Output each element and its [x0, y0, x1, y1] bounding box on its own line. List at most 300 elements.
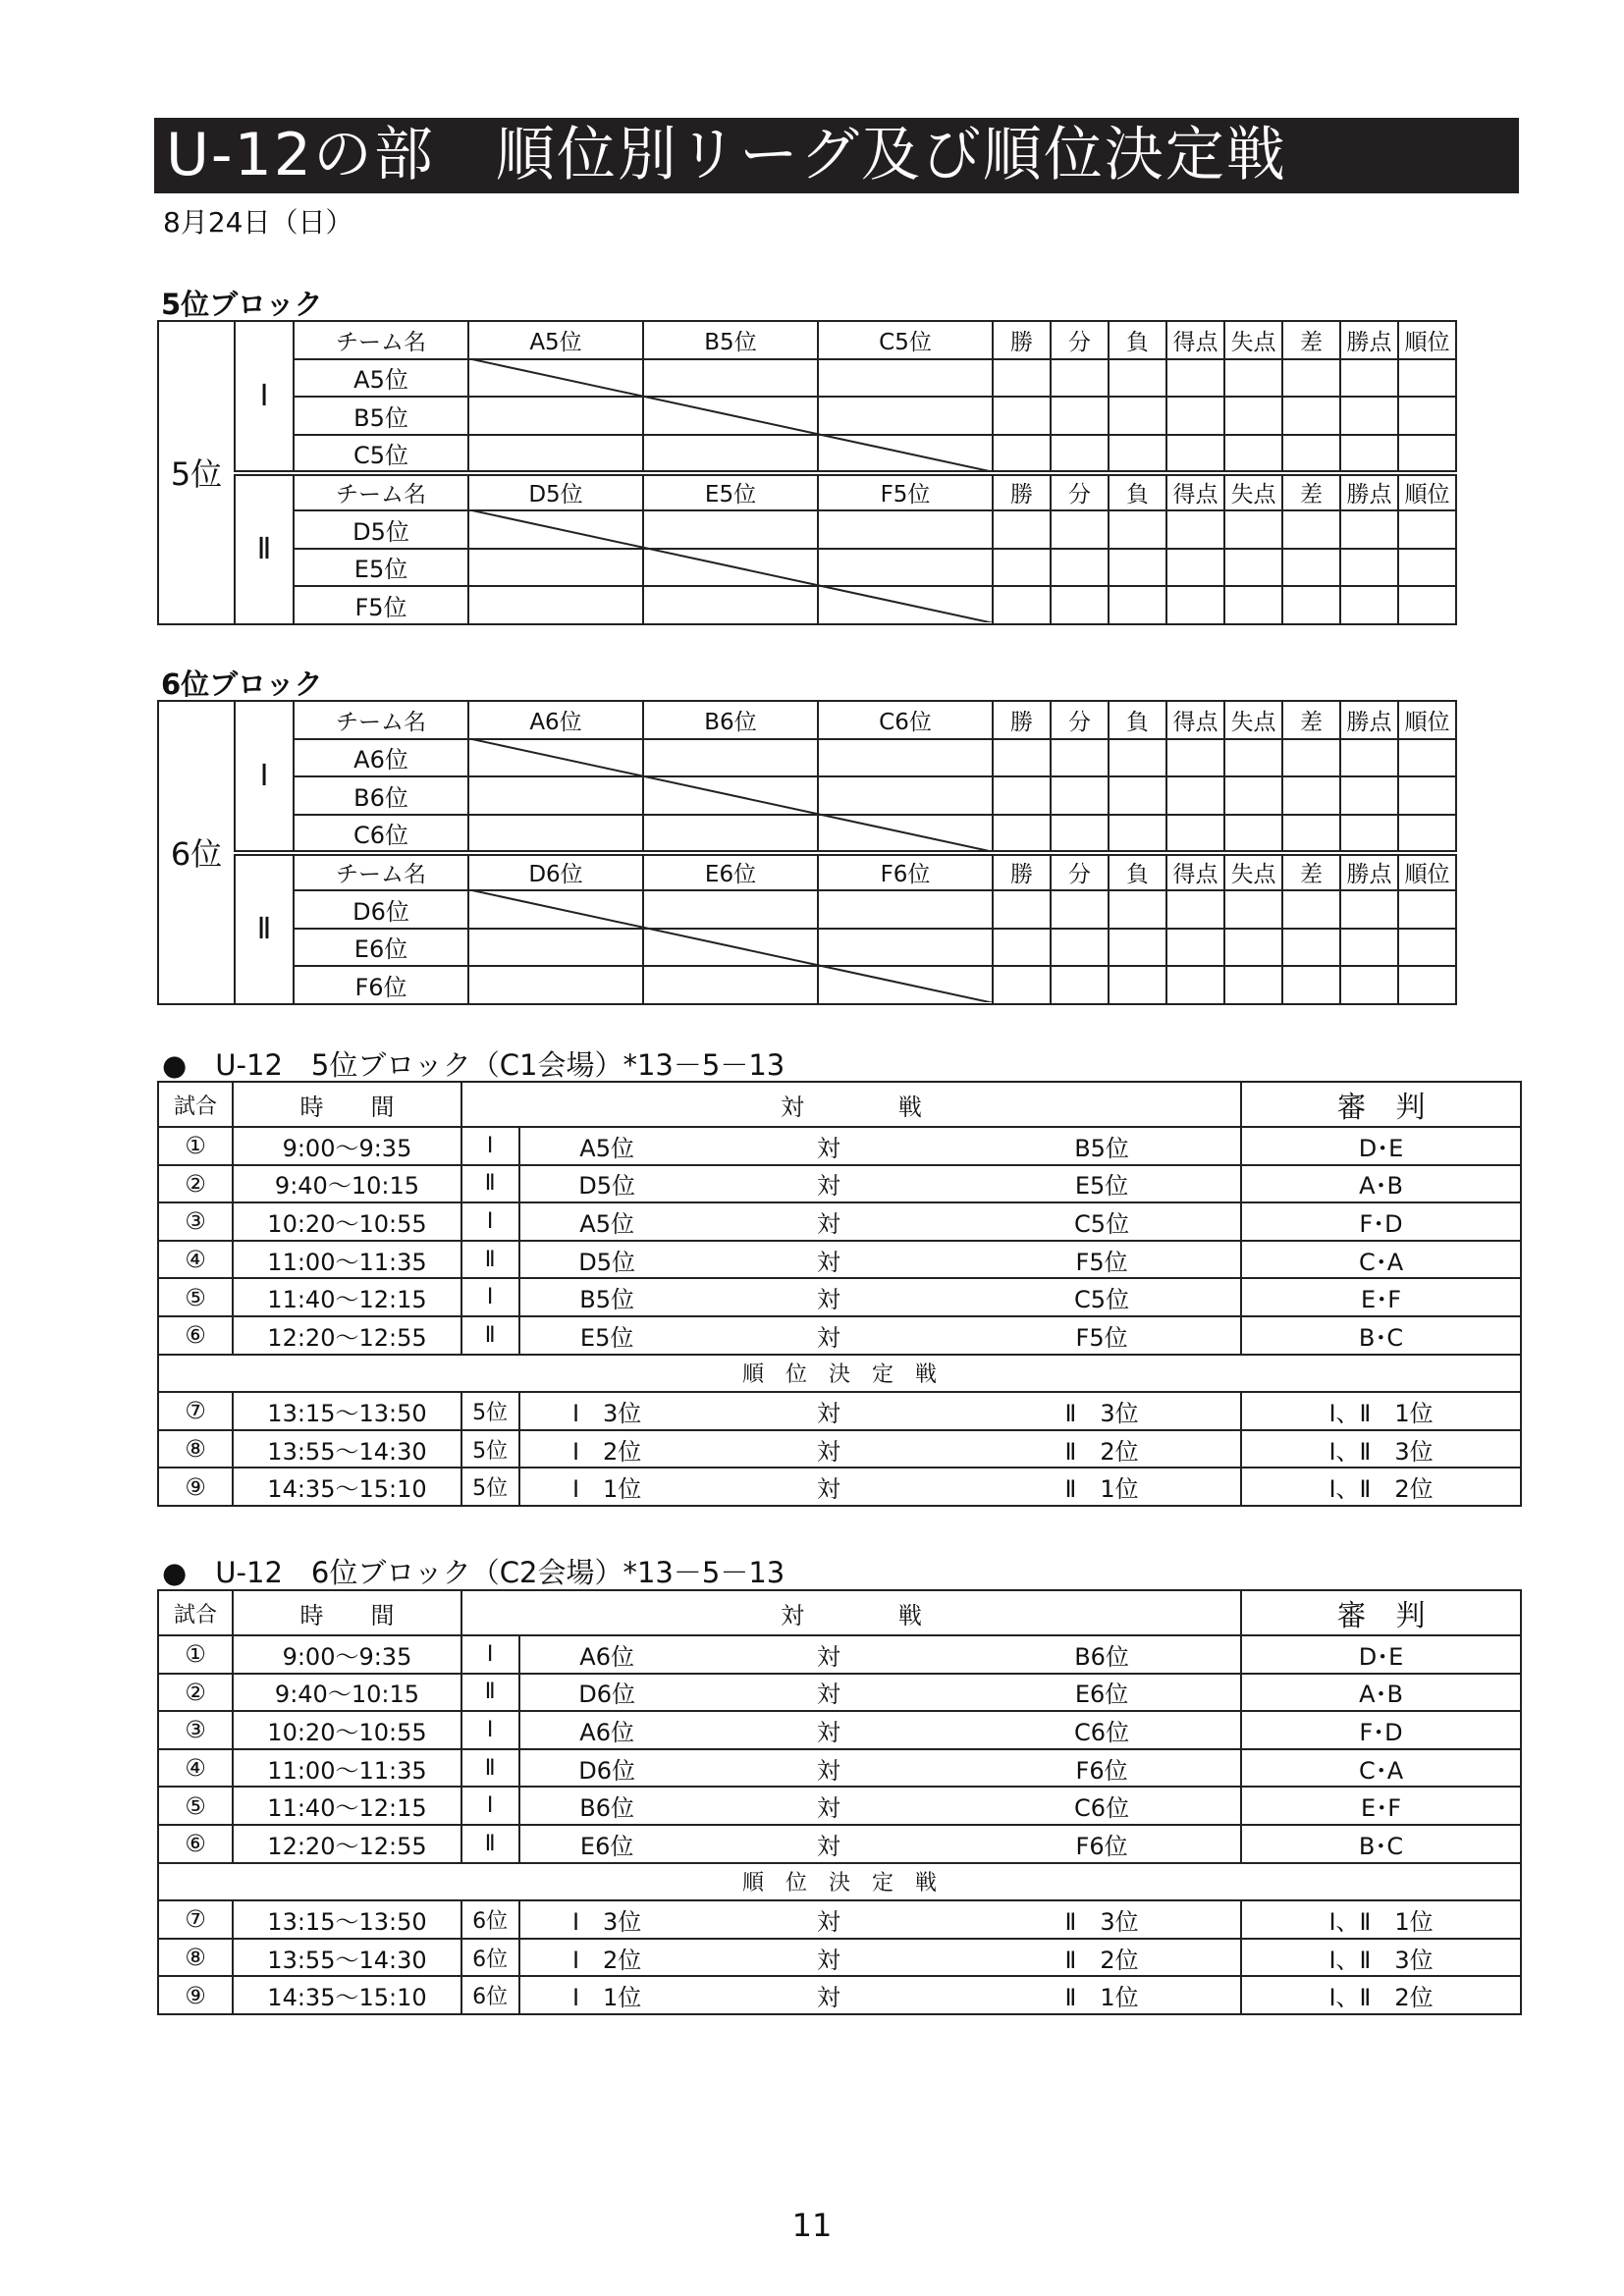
referee-cell: Ⅰ、Ⅱ 1位: [1241, 1392, 1521, 1430]
home-team: Ⅰ 2位: [519, 1430, 694, 1468]
result-cell: [1166, 890, 1224, 929]
match-number: ②: [158, 1165, 233, 1203]
result-cell: [1224, 966, 1282, 1004]
versus-mark: 対: [694, 1316, 963, 1355]
result-cell: [1109, 586, 1166, 624]
match-group: Ⅱ: [461, 1241, 519, 1279]
away-team: Ⅱ 1位: [963, 1976, 1241, 2014]
result-cell: [1224, 397, 1282, 435]
result-cell: [643, 510, 818, 549]
result-cell: [1398, 435, 1456, 473]
result-cell: [1051, 890, 1109, 929]
result-cell: [1224, 510, 1282, 549]
standings-grid: [157, 320, 1457, 625]
result-cell: [468, 739, 643, 777]
standings-row: [158, 739, 1456, 777]
result-cell: [1109, 776, 1166, 815]
result-cell: [1166, 586, 1224, 624]
playoff-label-row: [158, 1863, 1521, 1901]
match-time: 11:00〜11:35: [233, 1749, 461, 1788]
match-time: 9:00〜9:35: [233, 1127, 461, 1165]
match-time: 13:15〜13:50: [233, 1392, 461, 1430]
column-header: 分: [1051, 473, 1109, 511]
column-header: 順位: [1398, 701, 1456, 739]
column-header: 勝: [993, 701, 1051, 739]
referee-cell: E･F: [1241, 1278, 1521, 1316]
result-cell: [1166, 359, 1224, 398]
team-name-header: チーム名: [294, 701, 468, 739]
referee-cell: C･A: [1241, 1241, 1521, 1279]
versus-mark: 対: [694, 1976, 963, 2014]
result-cell: [1282, 586, 1340, 624]
result-cell: [1051, 586, 1109, 624]
home-team: Ⅰ 1位: [519, 1976, 694, 2014]
schedule-header-row: [158, 1082, 1521, 1127]
column-header: 得点: [1166, 473, 1224, 511]
result-cell: [1109, 435, 1166, 473]
result-cell: [1282, 929, 1340, 967]
match-group: Ⅰ: [461, 1278, 519, 1316]
result-cell: [1398, 510, 1456, 549]
result-cell: [1398, 549, 1456, 587]
result-cell: [643, 397, 818, 435]
match-time: 12:20〜12:55: [233, 1825, 461, 1863]
match-number: ⑤: [158, 1787, 233, 1825]
match-row: [158, 1127, 1521, 1165]
match-number: ①: [158, 1127, 233, 1165]
home-team: A5位: [519, 1202, 694, 1241]
rank-label: 5位: [158, 321, 235, 624]
result-cell: [1398, 890, 1456, 929]
match-group: 5位: [461, 1392, 519, 1430]
match-number: ③: [158, 1711, 233, 1749]
result-cell: [1051, 776, 1109, 815]
match-number: ⑥: [158, 1825, 233, 1863]
column-header: 得点: [1166, 853, 1224, 891]
match-row: [158, 1278, 1521, 1316]
away-team: F5位: [963, 1316, 1241, 1355]
away-team: Ⅱ 3位: [963, 1900, 1241, 1939]
result-cell: [643, 929, 818, 967]
result-cell: [468, 966, 643, 1004]
result-cell: [1282, 510, 1340, 549]
match-number: ④: [158, 1749, 233, 1788]
match-number: ①: [158, 1635, 233, 1674]
result-cell: [993, 510, 1051, 549]
match-no-header: 試合: [158, 1590, 233, 1635]
group-numeral: Ⅱ: [235, 853, 294, 1004]
referee-cell: D･E: [1241, 1635, 1521, 1674]
home-team: Ⅰ 3位: [519, 1900, 694, 1939]
home-team: D6位: [519, 1749, 694, 1788]
column-header: E5位: [643, 473, 818, 511]
match-group: Ⅱ: [461, 1749, 519, 1788]
versus-mark: 対: [694, 1278, 963, 1316]
result-cell: [1109, 929, 1166, 967]
column-header: 差: [1282, 853, 1340, 891]
match-group: 5位: [461, 1430, 519, 1468]
match-row: [158, 1939, 1521, 1977]
column-header: 勝点: [1340, 701, 1398, 739]
home-team: Ⅰ 1位: [519, 1468, 694, 1506]
column-header: C6位: [818, 701, 993, 739]
team-name-header: チーム名: [294, 473, 468, 511]
match-row: [158, 1787, 1521, 1825]
schedule-grid: [157, 1081, 1522, 1507]
column-header: 失点: [1224, 473, 1282, 511]
referee-cell: F･D: [1241, 1711, 1521, 1749]
versus-mark: 対: [694, 1165, 963, 1203]
away-team: B6位: [963, 1635, 1241, 1674]
playoff-label: 順 位 決 定 戦: [158, 1863, 1521, 1901]
home-team: B6位: [519, 1787, 694, 1825]
result-cell: [1398, 776, 1456, 815]
result-cell: [818, 549, 993, 587]
schedule-header-row: [158, 1590, 1521, 1635]
away-team: C6位: [963, 1711, 1241, 1749]
block-heading-5th: 5位ブロック: [161, 288, 323, 321]
result-cell: [993, 739, 1051, 777]
result-cell: [993, 586, 1051, 624]
column-header: 失点: [1224, 853, 1282, 891]
match-time: 9:40〜10:15: [233, 1674, 461, 1712]
result-cell: [1282, 966, 1340, 1004]
match-time: 10:20〜10:55: [233, 1711, 461, 1749]
referee-cell: C･A: [1241, 1749, 1521, 1788]
column-header: 負: [1109, 321, 1166, 359]
result-cell: [1282, 890, 1340, 929]
result-cell: [1340, 510, 1398, 549]
result-cell: [1224, 815, 1282, 853]
result-cell: [1340, 890, 1398, 929]
home-team: A5位: [519, 1127, 694, 1165]
column-header: 勝点: [1340, 473, 1398, 511]
column-header: 順位: [1398, 473, 1456, 511]
result-cell: [1166, 510, 1224, 549]
result-cell: [993, 359, 1051, 398]
match-row: [158, 1165, 1521, 1203]
team-name-cell: E6位: [294, 929, 468, 967]
column-header: 差: [1282, 701, 1340, 739]
result-cell: [468, 776, 643, 815]
result-cell: [1224, 929, 1282, 967]
result-cell: [1340, 776, 1398, 815]
result-cell: [1051, 435, 1109, 473]
standings-row: [158, 435, 1456, 473]
result-cell: [1051, 966, 1109, 1004]
standings-row: [158, 929, 1456, 967]
versus-mark: 対: [694, 1674, 963, 1712]
referee-cell: Ⅰ、Ⅱ 2位: [1241, 1976, 1521, 2014]
match-number: ②: [158, 1674, 233, 1712]
home-team: E5位: [519, 1316, 694, 1355]
result-cell: [468, 359, 643, 398]
result-cell: [818, 776, 993, 815]
referee-cell: Ⅰ、Ⅱ 2位: [1241, 1468, 1521, 1506]
match-row: [158, 1316, 1521, 1355]
result-cell: [1340, 815, 1398, 853]
referee-cell: A･B: [1241, 1674, 1521, 1712]
column-header: 順位: [1398, 853, 1456, 891]
standings-header-row: [158, 473, 1456, 511]
match-time: 11:40〜12:15: [233, 1278, 461, 1316]
column-header: A5位: [468, 321, 643, 359]
result-cell: [1051, 929, 1109, 967]
result-cell: [1224, 890, 1282, 929]
result-cell: [468, 586, 643, 624]
standings-header-row: [158, 321, 1456, 359]
match-number: ⑦: [158, 1900, 233, 1939]
result-cell: [1166, 435, 1224, 473]
result-cell: [468, 815, 643, 853]
team-name-cell: F6位: [294, 966, 468, 1004]
match-row: [158, 1825, 1521, 1863]
versus-mark: 対: [694, 1787, 963, 1825]
standings-header-row: [158, 701, 1456, 739]
schedule-heading-5th: ● U-12 5位ブロック（C1会場）*13－5－13: [162, 1048, 785, 1082]
result-cell: [1051, 397, 1109, 435]
column-header: 負: [1109, 473, 1166, 511]
result-cell: [643, 815, 818, 853]
result-cell: [1282, 397, 1340, 435]
group-numeral: Ⅰ: [235, 701, 294, 853]
match-group: Ⅰ: [461, 1202, 519, 1241]
team-name-header: チーム名: [294, 853, 468, 891]
result-cell: [818, 890, 993, 929]
result-cell: [1398, 966, 1456, 1004]
column-header: F6位: [818, 853, 993, 891]
result-cell: [1109, 510, 1166, 549]
result-cell: [1340, 929, 1398, 967]
match-row: [158, 1635, 1521, 1674]
group-numeral: Ⅱ: [235, 473, 294, 624]
referee-header: 審 判: [1241, 1082, 1521, 1127]
away-team: Ⅱ 3位: [963, 1392, 1241, 1430]
result-cell: [1282, 549, 1340, 587]
match-number: ⑦: [158, 1392, 233, 1430]
home-team: D5位: [519, 1165, 694, 1203]
result-cell: [1224, 435, 1282, 473]
result-cell: [1398, 586, 1456, 624]
result-cell: [818, 510, 993, 549]
result-cell: [1109, 890, 1166, 929]
result-cell: [993, 966, 1051, 1004]
match-number: ④: [158, 1241, 233, 1279]
match-group: Ⅱ: [461, 1825, 519, 1863]
team-name-cell: F5位: [294, 586, 468, 624]
match-row: [158, 1674, 1521, 1712]
referee-cell: D･E: [1241, 1127, 1521, 1165]
match-row: [158, 1430, 1521, 1468]
away-team: C5位: [963, 1202, 1241, 1241]
standings-header-row: [158, 853, 1456, 891]
schedule-grid: [157, 1589, 1522, 2015]
team-name-cell: C6位: [294, 815, 468, 853]
match-group: Ⅱ: [461, 1674, 519, 1712]
referee-cell: Ⅰ、Ⅱ 3位: [1241, 1939, 1521, 1977]
column-header: 勝: [993, 321, 1051, 359]
versus-mark: 対: [694, 1900, 963, 1939]
referee-cell: E･F: [1241, 1787, 1521, 1825]
result-cell: [1340, 739, 1398, 777]
result-cell: [643, 966, 818, 1004]
time-header: 時 間: [233, 1082, 461, 1127]
result-cell: [993, 397, 1051, 435]
result-cell: [643, 435, 818, 473]
event-date: 8月24日（日）: [163, 206, 353, 239]
result-cell: [1398, 815, 1456, 853]
home-team: A6位: [519, 1635, 694, 1674]
result-cell: [1109, 739, 1166, 777]
match-time: 11:40〜12:15: [233, 1787, 461, 1825]
result-cell: [818, 815, 993, 853]
away-team: C5位: [963, 1278, 1241, 1316]
standings-row: [158, 966, 1456, 1004]
referee-cell: Ⅰ、Ⅱ 3位: [1241, 1430, 1521, 1468]
result-cell: [643, 359, 818, 398]
away-team: F5位: [963, 1241, 1241, 1279]
match-time: 13:15〜13:50: [233, 1900, 461, 1939]
away-team: E5位: [963, 1165, 1241, 1203]
versus-header: 対 戦: [461, 1590, 1241, 1635]
match-row: [158, 1392, 1521, 1430]
match-group: Ⅰ: [461, 1635, 519, 1674]
match-no-header: 試合: [158, 1082, 233, 1127]
versus-mark: 対: [694, 1635, 963, 1674]
versus-mark: 対: [694, 1430, 963, 1468]
result-cell: [468, 397, 643, 435]
result-cell: [1340, 586, 1398, 624]
column-header: C5位: [818, 321, 993, 359]
result-cell: [1109, 549, 1166, 587]
result-cell: [818, 966, 993, 1004]
match-group: 6位: [461, 1900, 519, 1939]
team-name-cell: B6位: [294, 776, 468, 815]
result-cell: [993, 815, 1051, 853]
match-number: ⑨: [158, 1468, 233, 1506]
playoff-label: 順 位 決 定 戦: [158, 1355, 1521, 1393]
result-cell: [1282, 815, 1340, 853]
result-cell: [643, 549, 818, 587]
referee-cell: Ⅰ、Ⅱ 1位: [1241, 1900, 1521, 1939]
team-name-cell: B5位: [294, 397, 468, 435]
team-name-header: チーム名: [294, 321, 468, 359]
match-row: [158, 1711, 1521, 1749]
column-header: 差: [1282, 473, 1340, 511]
column-header: 分: [1051, 701, 1109, 739]
referee-header: 審 判: [1241, 1590, 1521, 1635]
column-header: 得点: [1166, 701, 1224, 739]
column-header: 負: [1109, 853, 1166, 891]
away-team: F6位: [963, 1825, 1241, 1863]
time-header: 時 間: [233, 1590, 461, 1635]
result-cell: [1398, 397, 1456, 435]
result-cell: [818, 397, 993, 435]
standings-row: [158, 586, 1456, 624]
result-cell: [1340, 359, 1398, 398]
result-cell: [1109, 397, 1166, 435]
standings-grid: [157, 700, 1457, 1005]
result-cell: [818, 359, 993, 398]
result-cell: [1051, 815, 1109, 853]
page-number: 11: [791, 2207, 833, 2244]
result-cell: [1340, 397, 1398, 435]
result-cell: [1166, 966, 1224, 1004]
team-name-cell: E5位: [294, 549, 468, 587]
result-cell: [1340, 966, 1398, 1004]
match-group: 6位: [461, 1939, 519, 1977]
away-team: Ⅱ 2位: [963, 1939, 1241, 1977]
away-team: F6位: [963, 1749, 1241, 1788]
result-cell: [468, 435, 643, 473]
home-team: D6位: [519, 1674, 694, 1712]
versus-header: 対 戦: [461, 1082, 1241, 1127]
playoff-label-row: [158, 1355, 1521, 1393]
result-cell: [1224, 776, 1282, 815]
match-time: 12:20〜12:55: [233, 1316, 461, 1355]
standings-row: [158, 510, 1456, 549]
result-cell: [1224, 359, 1282, 398]
result-cell: [1051, 739, 1109, 777]
match-group: 6位: [461, 1976, 519, 2014]
match-time: 9:00〜9:35: [233, 1635, 461, 1674]
match-group: Ⅰ: [461, 1711, 519, 1749]
result-cell: [643, 739, 818, 777]
result-cell: [643, 776, 818, 815]
column-header: 得点: [1166, 321, 1224, 359]
result-cell: [1282, 435, 1340, 473]
versus-mark: 対: [694, 1825, 963, 1863]
result-cell: [1166, 739, 1224, 777]
versus-mark: 対: [694, 1749, 963, 1788]
column-header: 分: [1051, 853, 1109, 891]
match-row: [158, 1976, 1521, 2014]
match-group: Ⅱ: [461, 1316, 519, 1355]
match-number: ⑧: [158, 1939, 233, 1977]
result-cell: [993, 435, 1051, 473]
referee-cell: F･D: [1241, 1202, 1521, 1241]
away-team: B5位: [963, 1127, 1241, 1165]
match-number: ⑨: [158, 1976, 233, 2014]
result-cell: [1109, 359, 1166, 398]
result-cell: [1282, 776, 1340, 815]
match-number: ⑤: [158, 1278, 233, 1316]
result-cell: [993, 890, 1051, 929]
home-team: D5位: [519, 1241, 694, 1279]
referee-cell: B･C: [1241, 1316, 1521, 1355]
home-team: E6位: [519, 1825, 694, 1863]
match-time: 14:35〜15:10: [233, 1976, 461, 2014]
away-team: E6位: [963, 1674, 1241, 1712]
column-header: 勝: [993, 473, 1051, 511]
match-time: 9:40〜10:15: [233, 1165, 461, 1203]
result-cell: [1166, 776, 1224, 815]
match-time: 11:00〜11:35: [233, 1241, 461, 1279]
match-group: Ⅰ: [461, 1787, 519, 1825]
page-title: U-12の部 順位別リーグ及び順位決定戦: [154, 118, 1519, 193]
result-cell: [1340, 435, 1398, 473]
result-cell: [1398, 929, 1456, 967]
referee-cell: A･B: [1241, 1165, 1521, 1203]
result-cell: [643, 890, 818, 929]
result-cell: [1398, 359, 1456, 398]
result-cell: [818, 586, 993, 624]
result-cell: [1166, 549, 1224, 587]
match-number: ③: [158, 1202, 233, 1241]
column-header: D5位: [468, 473, 643, 511]
standings-row: [158, 549, 1456, 587]
column-header: D6位: [468, 853, 643, 891]
